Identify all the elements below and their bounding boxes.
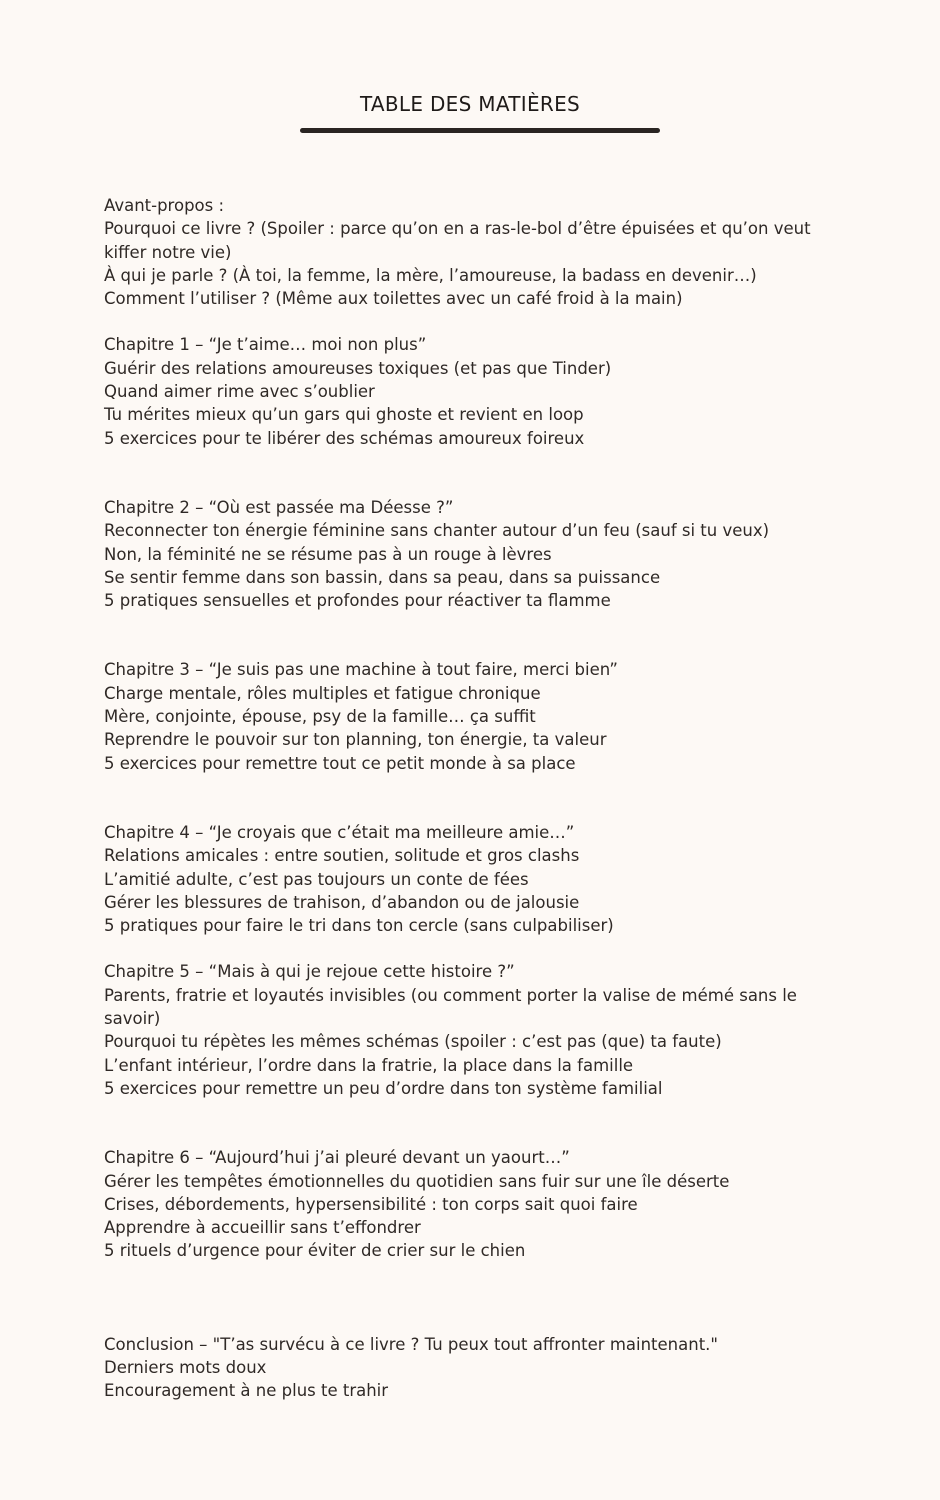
- page-title: TABLE DES MATIÈRES: [359, 92, 581, 116]
- table-of-contents: [104, 194, 834, 1403]
- section-chapitre-5: [104, 960, 834, 1100]
- section-chapitre-2: [104, 496, 834, 612]
- section-item: Gérer les tempêtes émotionnelles du quotidien sans fuir sur une île déserte: [104, 1171, 730, 1191]
- section-item: Relations amicales : entre soutien, solitude et gros clashs: [104, 846, 580, 866]
- section-heading: Chapitre 6 – “Aujourd’hui j’ai pleuré devant un yaourt…”: [104, 1148, 570, 1168]
- section-item: Pourquoi tu répètes les mêmes schémas (spoiler : c’est pas (que) ta faute): [104, 1032, 722, 1052]
- section-item: Comment l’utiliser ? (Même aux toilettes avec un café froid à la main): [104, 289, 683, 309]
- section-item: Crises, débordements, hypersensibilité : ton corps sait quoi faire: [104, 1194, 638, 1214]
- section-item: Derniers mots doux: [104, 1357, 267, 1377]
- section-heading: Chapitre 2 – “Où est passée ma Déesse ?”: [104, 497, 454, 517]
- section-item: 5 exercices pour te libérer des schémas amoureux foireux: [104, 428, 585, 448]
- section-heading: Conclusion – "T’as survécu à ce livre ? Tu peux tout affronter maintenant.": [104, 1334, 719, 1354]
- section-item: Se sentir femme dans son bassin, dans sa peau, dans sa puissance: [104, 567, 661, 587]
- section-chapitre-1: [104, 333, 834, 449]
- section-item: Tu mérites mieux qu’un gars qui ghoste et revient en loop: [104, 405, 584, 425]
- section-item: Pourquoi ce livre ? (Spoiler : parce qu’on en a ras-le-bol d’être épuisées et qu’on veut kiffer notre vie): [104, 219, 811, 262]
- title-underline: [300, 128, 660, 133]
- section-chapitre-6: [104, 1146, 834, 1262]
- section-item: Gérer les blessures de trahison, d’abandon ou de jalousie: [104, 892, 580, 912]
- section-chapitre-3: [104, 658, 834, 774]
- section-heading: Chapitre 4 – “Je croyais que c’était ma meilleure amie…”: [104, 822, 575, 842]
- section-item: 5 rituels d’urgence pour éviter de crier sur le chien: [104, 1241, 526, 1261]
- section-item: L’enfant intérieur, l’ordre dans la fratrie, la place dans la famille: [104, 1055, 634, 1075]
- section-item: Reprendre le pouvoir sur ton planning, ton énergie, ta valeur: [104, 730, 607, 750]
- section-conclusion: [104, 1333, 834, 1403]
- section-item: Non, la féminité ne se résume pas à un rouge à lèvres: [104, 544, 552, 564]
- section-heading: Chapitre 5 – “Mais à qui je rejoue cette histoire ?”: [104, 962, 515, 982]
- section-item: Parents, fratrie et loyautés invisibles (ou comment porter la valise de mémé sans le savoir): [104, 985, 797, 1029]
- section-heading: Chapitre 3 – “Je suis pas une machine à tout faire, merci bien”: [104, 660, 618, 680]
- section-heading: Chapitre 1 – “Je t’aime… moi non plus”: [104, 335, 427, 355]
- section-item: Charge mentale, rôles multiples et fatigue chronique: [104, 683, 541, 703]
- section-item: 5 pratiques pour faire le tri dans ton cercle (sans culpabiliser): [104, 916, 614, 936]
- section-item: Apprendre à accueillir sans t’effondrer: [104, 1218, 421, 1238]
- section-item: Quand aimer rime avec s’oublier: [104, 382, 375, 402]
- section-chapitre-4: [104, 821, 834, 937]
- section-item: L’amitié adulte, c’est pas toujours un conte de fées: [104, 869, 529, 889]
- section-item: Encouragement à ne plus te trahir: [104, 1381, 389, 1401]
- section-item: Reconnecter ton énergie féminine sans chanter autour d’un feu (sauf si tu veux): [104, 521, 770, 541]
- section-item: 5 pratiques sensuelles et profondes pour réactiver ta flamme: [104, 591, 611, 611]
- section-heading: Avant-propos :: [104, 196, 225, 215]
- section-item: Mère, conjointe, épouse, psy de la famille… ça suffit: [104, 707, 536, 727]
- section-item: 5 exercices pour remettre un peu d’ordre dans ton système familial: [104, 1078, 663, 1098]
- section-avant-propos: [104, 194, 834, 310]
- section-item: 5 exercices pour remettre tout ce petit monde à sa place: [104, 753, 576, 773]
- section-item: À qui je parle ? (À toi, la femme, la mère, l’amoureuse, la badass en devenir…): [104, 265, 757, 285]
- section-item: Guérir des relations amoureuses toxiques (et pas que Tinder): [104, 358, 612, 378]
